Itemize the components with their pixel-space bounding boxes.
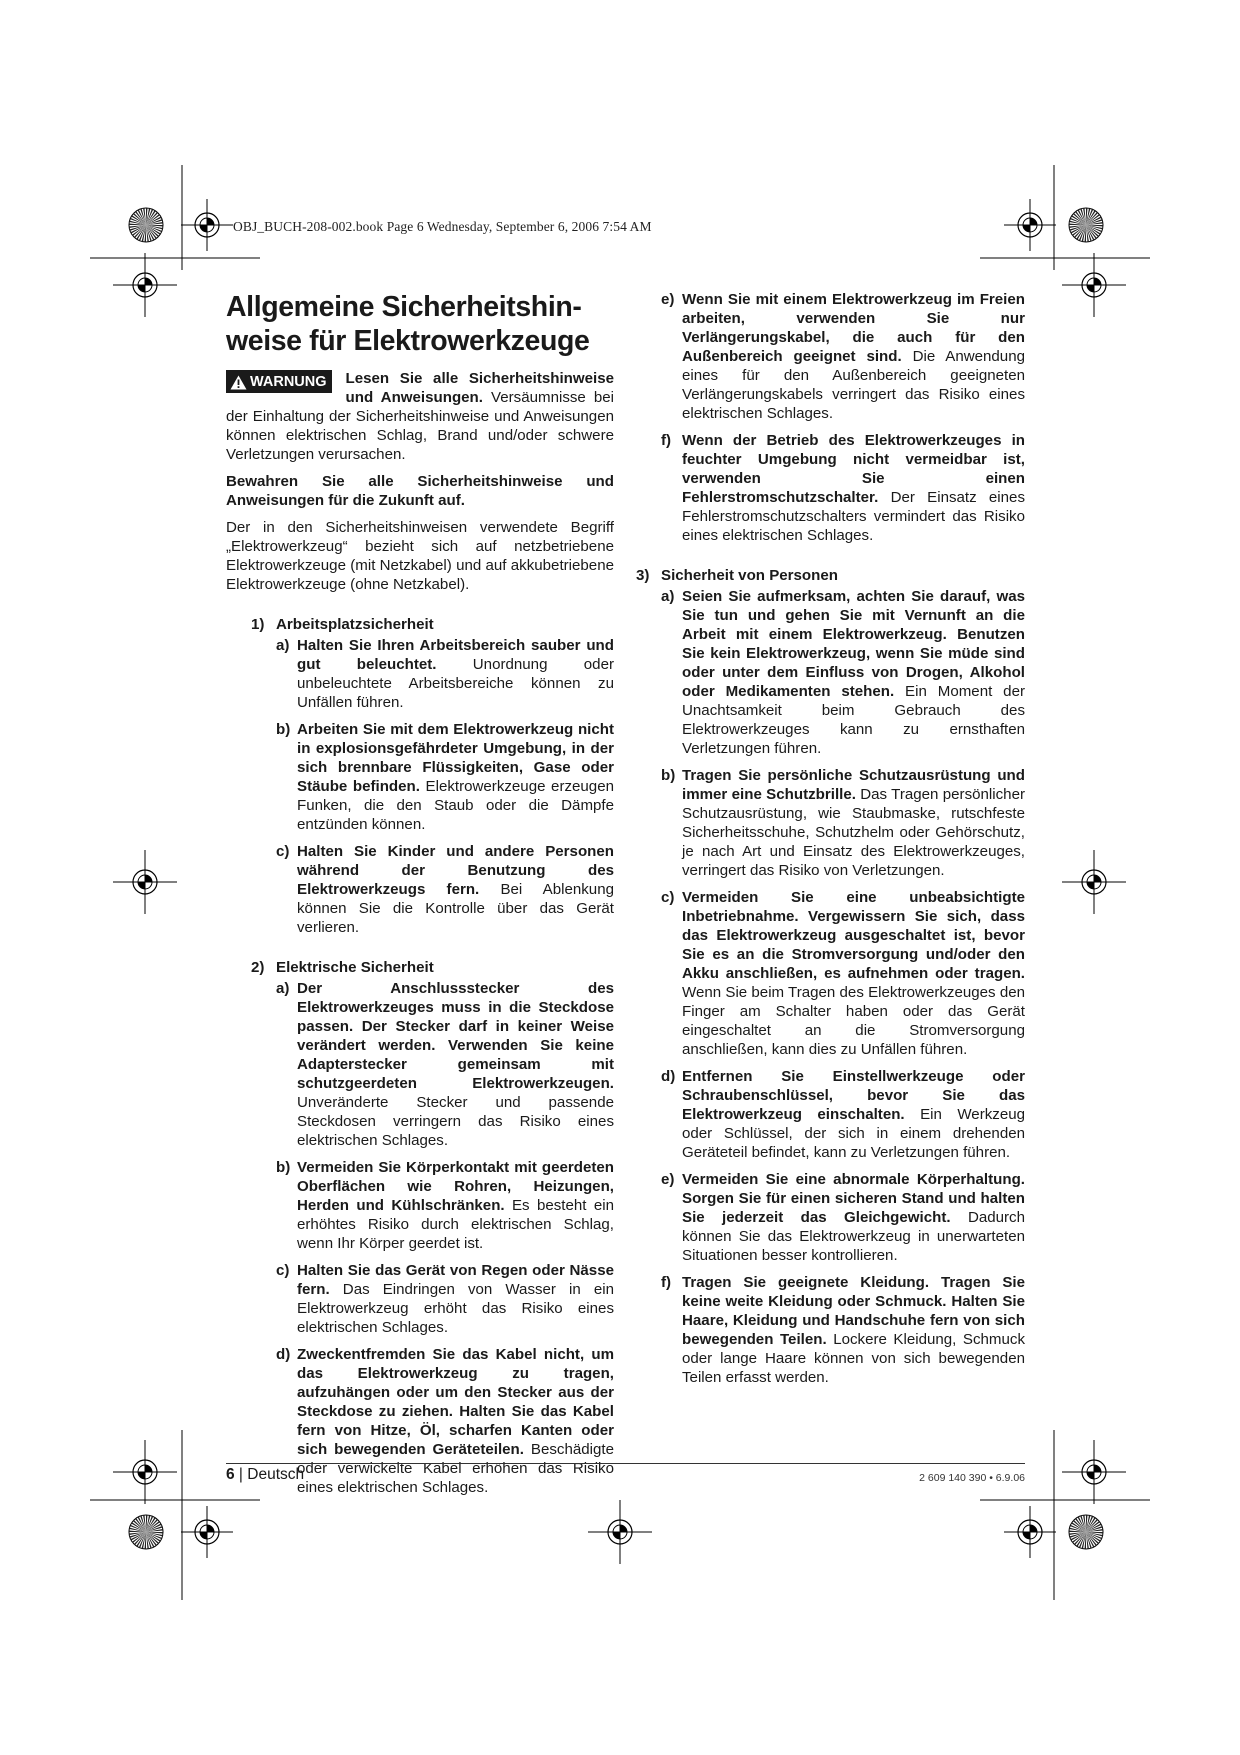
section-number: 3) [636, 567, 650, 584]
item-instruction: Tragen Sie geeignete Kleidung. Tragen Sie keine weite Kleidung oder Schmuck. Halten Sie Haare, Kleidung und Handschuhe fern von sich bewegenden Teilen. [682, 1274, 1025, 1348]
footer-page-info [226, 1466, 304, 1484]
keep-instructions-note: Bewahren Sie alle Sicherheitshinweise und Anweisungen für die Zukunft auf. [226, 473, 614, 509]
list-item [276, 842, 614, 937]
item-label: c) [276, 1262, 290, 1279]
item-text [682, 290, 1025, 423]
footer-separator: | [234, 1466, 248, 1483]
section-electrical-safety [251, 958, 614, 1497]
item-label: d) [276, 1346, 291, 1363]
list-item [661, 888, 1025, 1059]
list-item [661, 290, 1025, 423]
item-explanation: Lockere Kleidung, Schmuck oder lange Haare können von sich bewegenden Teilen erfasst werden. [682, 1331, 1025, 1386]
warning-badge-label: WARNUNG [250, 374, 327, 390]
left-column [226, 290, 614, 1518]
warning-lead: Lesen Sie alle Sicherheitshinweise und Anweisungen. [345, 370, 614, 406]
item-label: e) [661, 1171, 675, 1188]
item-text [682, 1170, 1025, 1265]
title-line-2: weise für Elektrowerkzeuge [226, 325, 590, 357]
item-text [682, 1067, 1025, 1162]
list-item [661, 587, 1025, 758]
section-title: Elektrische Sicherheit [276, 959, 434, 976]
item-label: c) [661, 889, 675, 906]
item-text [682, 431, 1025, 545]
item-text [297, 1261, 614, 1337]
item-explanation: Unveränderte Stecker und passende Steckdosen verringern das Risiko eines elektrischen Schlages. [297, 1094, 614, 1149]
item-explanation: Elektrowerkzeuge erzeugen Funken, die den Staub oder die Dämpfe entzünden können. [297, 778, 614, 833]
section-workplace-safety [251, 615, 614, 937]
section-heading [636, 566, 1025, 585]
item-instruction: Tragen Sie persönliche Schutzausrüstung und immer eine Schutzbrille. [682, 767, 1025, 803]
warning-text: Versäumnisse bei der Einhaltung der Sicherheitshinweise und Anweisungen können elektrischen Schlag, Brand und/oder schwere Verletzungen verursachen. [226, 389, 614, 463]
item-instruction: Entfernen Sie Einstellwerkzeuge oder Schraubenschlüssel, bevor Sie das Elektrowerkzeug einschalten. [682, 1068, 1025, 1123]
item-instruction: Arbeiten Sie mit dem Elektrowerkzeug nicht in explosionsgefährdeter Umgebung, in der sich brennbare Flüssigkeiten, Gase oder Stäube befinden. [297, 721, 614, 795]
item-text [297, 720, 614, 834]
item-label: a) [276, 980, 290, 997]
list-item [661, 1273, 1025, 1387]
document-code: 2 609 140 390 • 6.9.06 [919, 1472, 1025, 1484]
footer-language: Deutsch [247, 1466, 305, 1483]
item-instruction: Vermeiden Sie eine abnormale Körperhaltung. Sorgen Sie für einen sicheren Stand und halten Sie jederzeit das Gleichgewicht. [682, 1171, 1025, 1226]
item-label: f) [661, 1274, 672, 1291]
item-text [682, 766, 1025, 880]
item-label: c) [276, 843, 290, 860]
item-explanation: Die Anwendung eines für den Außenbereich geeigneten Verlängerungskabels verringert das Risiko eines elektrischen Schlages. [682, 348, 1025, 422]
item-instruction: Vermeiden Sie Körperkontakt mit geerdeten Oberflächen wie Rohren, Heizungen, Herden und Kühlschränken. [297, 1159, 614, 1214]
item-label: a) [276, 637, 290, 654]
item-label: b) [276, 1159, 291, 1176]
item-instruction: Zweckentfremden Sie das Kabel nicht, um das Elektrowerkzeug zu tragen, aufzuhängen oder um den Stecker aus der Steckdose zu ziehen. Halten Sie das Kabel fern von Hitze, Öl, scharfen Kanten oder sich bewegenden Geräteteilen. [297, 1346, 614, 1458]
item-text [297, 1345, 614, 1497]
list-item [661, 1170, 1025, 1265]
section-personal-safety [636, 566, 1025, 1387]
page-title [226, 290, 614, 358]
item-text [297, 1158, 614, 1253]
section-electrical-safety-continued [636, 290, 1025, 545]
item-explanation: Bei Ablenkung können Sie die Kontrolle über das Gerät verlieren. [297, 881, 614, 936]
item-instruction: Wenn der Betrieb des Elektrowerkzeuges in feuchter Umgebung nicht vermeidbar ist, verwenden Sie einen Fehlerstromschutzschalter. [682, 432, 1025, 506]
section-title: Arbeitsplatzsicherheit [276, 616, 434, 633]
item-text [297, 636, 614, 712]
section-number: 1) [251, 616, 265, 633]
warning-paragraph [226, 369, 614, 464]
list-item [276, 1158, 614, 1253]
warning-badge [226, 370, 332, 393]
item-explanation: Unordnung oder unbeleuchtete Arbeitsbereiche können zu Unfällen führen. [297, 656, 614, 711]
list-item [276, 1345, 614, 1497]
list-item [276, 1261, 614, 1337]
item-text [682, 888, 1025, 1059]
list-item [661, 766, 1025, 880]
item-text [297, 842, 614, 937]
item-label: e) [661, 291, 675, 308]
section-heading [251, 958, 614, 977]
item-instruction: Seien Sie aufmerksam, achten Sie darauf, was Sie tun und gehen Sie mit Vernunft an die Arbeit mit einem Elektrowerkzeug. Benutzen Sie kein Elektrowerkzeug, wenn Sie müde sind oder unter dem Einfluss von Drogen, Alkohol oder Medikamenten stehen. [682, 588, 1025, 700]
item-instruction: Der Anschlussstecker des Elektrowerkzeuges muss in die Steckdose passen. Der Stecker darf in keiner Weise verändert werden. Verwenden Sie keine Adapterstecker gemeinsam mit schutzgeerdeten Elektrowerkzeugen. [297, 980, 614, 1092]
item-instruction: Halten Sie Ihren Arbeitsbereich sauber und gut beleuchtet. [297, 637, 614, 673]
item-instruction: Halten Sie das Gerät von Regen oder Nässe fern. [297, 1262, 614, 1298]
item-explanation: Ein Werkzeug oder Schlüssel, der sich in einem drehenden Geräteteil befindet, kann zu Verletzungen führen. [682, 1106, 1026, 1161]
item-text [297, 979, 614, 1150]
item-explanation: Das Tragen persönlicher Schutzausrüstung, wie Staubmaske, rutschfeste Sicherheitsschuhe, Schutzhelm oder Gehörschutz, je nach Art und Einsatz des Elektrowerkzeuges, verringert das Risiko von Verletzungen. [682, 786, 1025, 879]
item-label: d) [661, 1068, 676, 1085]
footer-divider [226, 1463, 1025, 1464]
section-title: Sicherheit von Personen [661, 567, 838, 584]
file-info-header: OBJ_BUCH-208-002.book Page 6 Wednesday, September 6, 2006 7:54 AM [233, 219, 652, 234]
item-explanation: Ein Moment der Unachtsamkeit beim Gebrauch des Elektrowerkzeuges kann zu ernsthaften Verletzungen führen. [682, 683, 1025, 757]
item-instruction: Wenn Sie mit einem Elektrowerkzeug im Freien arbeiten, verwenden Sie nur Verlängerungskabel, die auch für den Außenbereich geeignet sind. [682, 291, 1025, 365]
item-explanation: Der Einsatz eines Fehlerstromschutzschalters vermindert das Risiko eines elektrischen Schlages. [682, 489, 1025, 544]
item-instruction: Halten Sie Kinder und andere Personen während der Benutzung des Elektrowerkzeugs fern. [297, 843, 614, 898]
item-label: b) [661, 767, 676, 784]
item-text [682, 587, 1025, 758]
item-explanation: Das Eindringen von Wasser in ein Elektrowerkzeug erhöht das Risiko eines elektrischen Schlages. [297, 1281, 614, 1336]
item-explanation: Beschädigte oder verwickelte Kabel erhöhen das Risiko eines elektrischen Schlages. [297, 1441, 614, 1496]
list-item [661, 1067, 1025, 1162]
warning-triangle-icon [230, 375, 247, 390]
title-line-1: Allgemeine Sicherheitshin- [226, 291, 582, 323]
item-label: a) [661, 588, 675, 605]
item-label: b) [276, 721, 291, 738]
item-explanation: Wenn Sie beim Tragen des Elektrowerkzeuges den Finger am Schalter haben oder das Gerät eingeschaltet an die Stromversorgung anschließen, kann dies zu Unfällen führen. [682, 984, 1025, 1058]
list-item [276, 720, 614, 834]
list-item [276, 979, 614, 1150]
page-number: 6 [226, 1466, 235, 1483]
term-definition: Der in den Sicherheitshinweisen verwendete Begriff „Elektrowerkzeug“ bezieht sich auf netzbetriebene Elektrowerkzeuge (mit Netzkabel) und auf akkubetriebene Elektrowerkzeuge (ohne Netzkabel). [226, 519, 614, 593]
item-text [682, 1273, 1025, 1387]
right-column [636, 290, 1025, 1408]
list-item [276, 636, 614, 712]
item-explanation: Es besteht ein erhöhtes Risiko durch elektrischen Schlag, wenn Ihr Körper geerdet ist. [297, 1197, 614, 1252]
item-label: f) [661, 432, 672, 449]
list-item [661, 431, 1025, 545]
section-number: 2) [251, 959, 265, 976]
item-explanation: Dadurch können Sie das Elektrowerkzeug in unerwarteten Situationen besser kontrollieren. [682, 1209, 1025, 1264]
section-heading [251, 615, 614, 634]
item-instruction: Vermeiden Sie eine unbeabsichtigte Inbetriebnahme. Vergewissern Sie sich, dass das Elektrowerkzeug ausgeschaltet ist, bevor Sie es an die Stromversorgung und/oder den Akku anschließen, es aufnehmen oder tragen. [682, 889, 1025, 982]
